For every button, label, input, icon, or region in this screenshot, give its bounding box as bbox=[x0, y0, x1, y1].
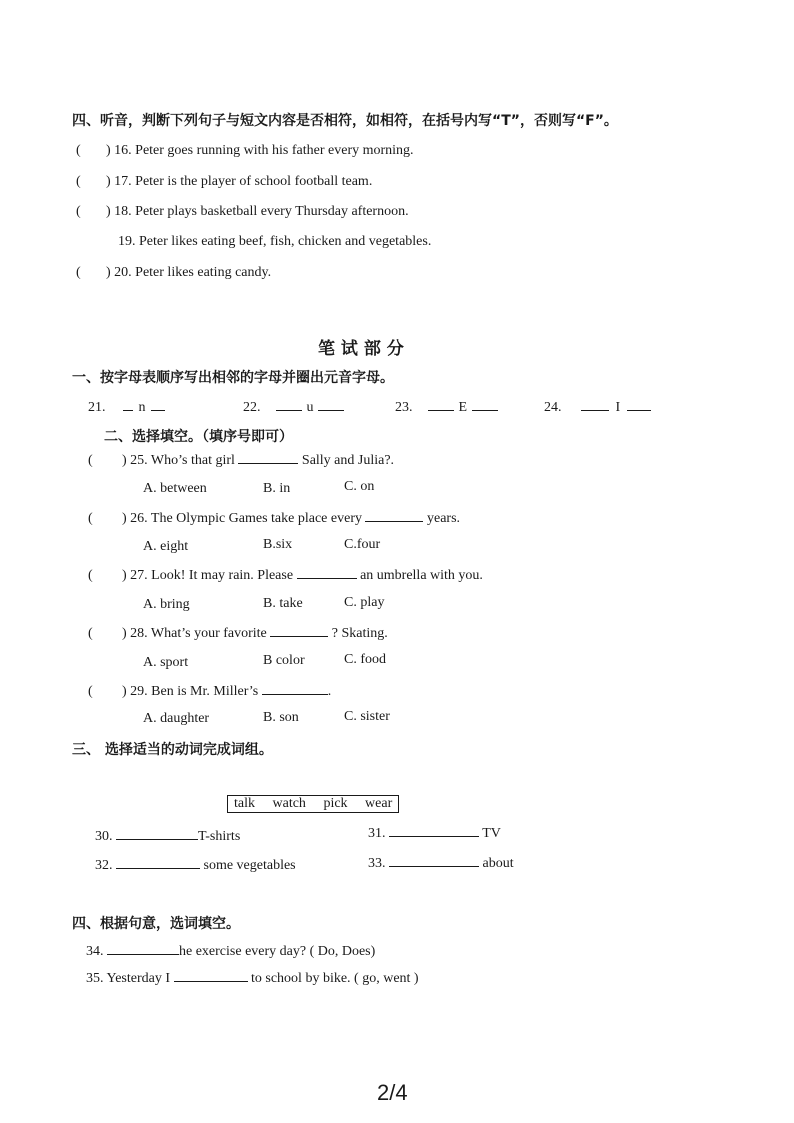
letter-blank bbox=[472, 398, 498, 411]
answer-paren: ( bbox=[76, 174, 81, 189]
given-letter: n bbox=[138, 400, 146, 415]
letter-blank bbox=[581, 398, 609, 411]
question-text-end: ? Skating. bbox=[331, 626, 388, 641]
option-a: A. daughter bbox=[143, 711, 210, 726]
question-text-end: Sally and Julia?. bbox=[301, 453, 395, 468]
item-number: 34. bbox=[86, 944, 104, 959]
word-option: pick bbox=[323, 796, 348, 811]
part3-heading: 三、 选择适当的动词完成词组。 bbox=[72, 742, 273, 758]
word-option: watch bbox=[272, 796, 306, 811]
letter-item-24 bbox=[544, 398, 651, 416]
answer-paren: ( bbox=[76, 265, 81, 280]
question-text-end: years. bbox=[426, 511, 461, 526]
question-text: ) 17. Peter is the player of school football team. bbox=[106, 174, 373, 189]
option-b: B. in bbox=[263, 481, 291, 496]
listening-heading: 四、听音，判断下列句子与短文内容是否相符，如相符，在括号内写“T”，否则写“F”。 bbox=[72, 113, 618, 129]
option-c: C. food bbox=[344, 652, 386, 667]
question-text: ) 27. Look! It may rain. Please bbox=[122, 568, 294, 583]
word-box bbox=[227, 795, 399, 813]
answer-blank bbox=[365, 509, 423, 522]
question-28 bbox=[88, 624, 388, 642]
answer-blank bbox=[238, 451, 298, 464]
given-letter: u bbox=[306, 400, 314, 415]
item-number: 24. bbox=[544, 400, 562, 415]
question-17 bbox=[76, 174, 372, 190]
answer-blank bbox=[174, 969, 248, 982]
question-text: ) 29. Ben is Mr. Miller’s bbox=[122, 684, 259, 699]
option-c: C. sister bbox=[344, 709, 390, 724]
question-text: ) 16. Peter goes running with his father every morning. bbox=[106, 143, 414, 158]
option-a: A. bring bbox=[143, 597, 190, 612]
letter-item-21 bbox=[88, 398, 165, 416]
answer-blank bbox=[107, 942, 179, 955]
answer-paren: ( bbox=[88, 511, 93, 526]
part1-heading: 一、按字母表顺序写出相邻的字母并圈出元音字母。 bbox=[72, 370, 394, 386]
question-text: ) 18. Peter plays basketball every Thursday afternoon. bbox=[106, 204, 409, 219]
option-a: A. between bbox=[143, 481, 207, 496]
question-text: ) 25. Who’s that girl bbox=[122, 453, 235, 468]
option-c: C. play bbox=[344, 595, 385, 610]
answer-blank bbox=[270, 624, 328, 637]
item-number: 32. bbox=[95, 858, 113, 873]
question-text: ) 28. What’s your favorite bbox=[122, 626, 267, 641]
question-18 bbox=[76, 204, 409, 220]
answer-paren: ( bbox=[88, 568, 93, 583]
answer-paren: ( bbox=[88, 453, 93, 468]
answer-blank bbox=[116, 856, 200, 869]
sentence-text: he exercise every day? ( Do, Does) bbox=[179, 944, 376, 959]
part4-heading: 四、根据句意，选词填空。 bbox=[72, 916, 240, 932]
question-text: 19. Peter likes eating beef, fish, chicken and vegetables. bbox=[118, 234, 432, 249]
phrase-text: T-shirts bbox=[198, 829, 241, 844]
sentence-text-end: to school by bike. ( go, went ) bbox=[251, 971, 419, 986]
letter-item-23 bbox=[395, 398, 498, 416]
word-option: wear bbox=[365, 796, 393, 811]
letter-blank bbox=[627, 398, 651, 411]
question-29 bbox=[88, 682, 331, 700]
question-25 bbox=[88, 451, 394, 469]
question-16 bbox=[76, 143, 414, 159]
letter-blank bbox=[318, 398, 344, 411]
page-number: 2/4 bbox=[377, 1080, 408, 1105]
question-text: ) 26. The Olympic Games take place every bbox=[122, 511, 362, 526]
item-number: 30. bbox=[95, 829, 113, 844]
question-text-end: . bbox=[327, 684, 332, 699]
answer-blank bbox=[389, 854, 479, 867]
word-option: talk bbox=[234, 796, 255, 811]
option-b: B.six bbox=[263, 537, 293, 552]
letter-blank bbox=[151, 398, 165, 411]
item-number: 21. bbox=[88, 400, 106, 415]
question-27 bbox=[88, 566, 483, 584]
given-letter: I bbox=[615, 400, 621, 415]
fill-item-35 bbox=[86, 969, 419, 987]
answer-blank bbox=[297, 566, 357, 579]
question-19 bbox=[76, 234, 431, 250]
letter-blank bbox=[123, 398, 133, 411]
phrase-text: TV bbox=[482, 826, 501, 841]
item-number: 23. bbox=[395, 400, 413, 415]
option-a: A. sport bbox=[143, 655, 189, 670]
fill-item-34 bbox=[86, 942, 375, 960]
option-a: A. eight bbox=[143, 539, 189, 554]
phrase-text: about bbox=[482, 856, 514, 871]
phrase-item-33 bbox=[368, 854, 514, 872]
written-section-title: 笔 试 部 分 bbox=[318, 339, 404, 359]
sentence-text: Yesterday I bbox=[106, 971, 170, 986]
question-26 bbox=[88, 509, 460, 527]
phrase-item-32 bbox=[95, 856, 296, 874]
letter-blank bbox=[276, 398, 302, 411]
question-text: ) 20. Peter likes eating candy. bbox=[106, 265, 272, 280]
item-number: 33. bbox=[368, 856, 386, 871]
question-text-end: an umbrella with you. bbox=[360, 568, 483, 583]
answer-blank bbox=[116, 827, 198, 840]
answer-paren: ( bbox=[76, 204, 81, 219]
item-number: 22. bbox=[243, 400, 261, 415]
option-c: C. on bbox=[344, 479, 375, 494]
answer-blank bbox=[262, 682, 328, 695]
letter-item-22 bbox=[243, 398, 344, 416]
option-b: B color bbox=[263, 653, 305, 668]
option-b: B. son bbox=[263, 710, 299, 725]
question-20 bbox=[76, 265, 271, 281]
phrase-item-30 bbox=[95, 827, 240, 845]
part2-heading: 二、选择填空。（填序号即可） bbox=[104, 429, 293, 445]
letter-blank bbox=[428, 398, 454, 411]
answer-paren: ( bbox=[88, 626, 93, 641]
option-c: C.four bbox=[344, 537, 381, 552]
item-number: 31. bbox=[368, 826, 386, 841]
item-number: 35. bbox=[86, 971, 104, 986]
option-b: B. take bbox=[263, 596, 303, 611]
given-letter: E bbox=[458, 400, 468, 415]
phrase-item-31 bbox=[368, 824, 501, 842]
answer-paren: ( bbox=[88, 684, 93, 699]
phrase-text: some vegetables bbox=[203, 858, 296, 873]
answer-blank bbox=[389, 824, 479, 837]
answer-paren: ( bbox=[76, 143, 81, 158]
